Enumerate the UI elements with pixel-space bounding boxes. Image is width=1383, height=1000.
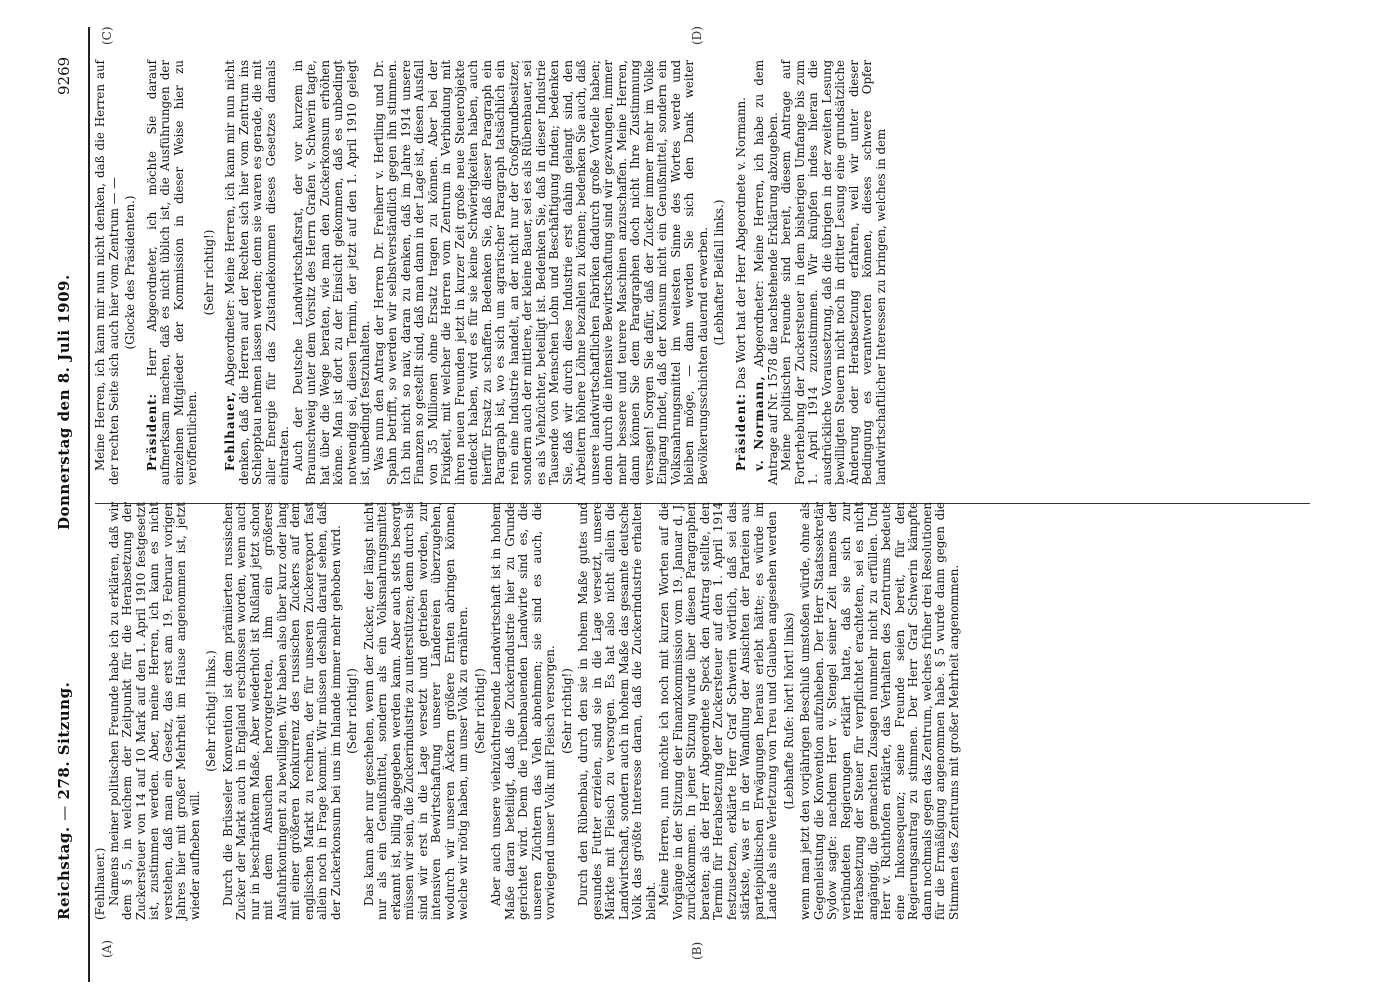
header-title: Reichstag. xyxy=(55,826,73,920)
header-left xyxy=(55,682,73,920)
paragraph: Meine politischen Freunde sind bereit, diesem Antrage auf Forterhebung der Zuckersteuer in dem bisherigen Umfange bis zum 1. April 1914 zuzustimmen. Wir knüpfen indes hieran die ausdrückliche Voraussetzung, daß die übrigen in der zweiten Lesung bewilligten Steuern nicht noch in dritter Lesung eine grundsätzliche Änderung oder Herabsetzung erfahren, weil wir unter dieser Bedingung es verantworten können, dieses schwere Opfer landwirtschaftlicher Interessen zu bringen, welches in dem xyxy=(779,60,888,485)
margin-marker-d: (D) xyxy=(690,26,704,45)
page-number: 9269 xyxy=(55,56,73,95)
speech-text: Abgeordneter: Meine Herren, ich kann mir nun nicht denken, daß die Herren auf der Rechten sich hier vom Zentrum ins Schlepptau nehmen lassen werden; denn sie waren es gerade, die mit aller Energie für das Zustandekommen dieses Gesetzes damals eintraten. xyxy=(223,59,291,485)
speech-text: Herr Abgeordneter, ich möchte Sie darauf aufmerksam machen, daß es nicht üblich ist, die Ausführungen der einzelnen Mitglieder der Kommission in dieser Weise hier zu veröffentlichen. xyxy=(144,60,199,485)
paragraph: wenn man jetzt den vorjährigen Beschluß umstoßen würde, ohne als Gegenleistung die Konvention aufzuheben. Der Herr Staatssekretär Sydow sagte: nachdem Herr v. Stengel seiner Zeit namens der verbündeten Regierungen erklärt hatte, daß sie sich zur Herabsetzung der Steuer für verpflichtet erachteten, sei es nicht angängig, die gemachten Zusagen nunmehr nicht zu erfüllen. Und Herr v. Richthofen erklärte, das Verhalten des Zentrums bedeute eine Inkonsequenz; seine Freunde seien bereit, für den Regierungsantrag zu stimmen. Der Herr Graf Schwerin kämpfte dann nochmals gegen das Zentrum, welches früher drei Resolutionen für die Ermäßigung angenommen habe. § 5 wurde dann gegen die Stimmen des Zentrums mit großer Mehrheit angenommen. xyxy=(798,502,961,920)
speech-text: Abgeordneter: Meine Herren, ich habe zu dem Antrage auf Nr. 1578 die nachstehende Erklärung abzugeben. xyxy=(752,59,780,485)
interjection: (Lebhafte Rufe: hört! hört! links) xyxy=(781,612,796,810)
right-column xyxy=(94,60,888,485)
interjection: (Glocke des Präsidenten.) xyxy=(123,195,137,350)
speaker-continuation: (Fehlhauer.) xyxy=(93,847,107,920)
interjection: (Sehr richtig! links.) xyxy=(204,650,218,772)
interjection: (Sehr richtig!) xyxy=(472,668,487,754)
paragraph: Namens meiner politischen Freunde habe ich zu erklären, daß wir dem § 5, in welchem der Zeitpunkt für die Herabsetzung der Zuckersteuer von 14 auf 10 Mark auf den 1. April 1910 festgesetzt ist, zustimmen werden. Aber, meine Herren, ich kann es nicht verstehen, daß man ein Gesetz, das erst am 19. Februar vorigen Jahres hier mit großer Mehrheit im Hause angenommen ist, jetzt wieder aufheben will. xyxy=(106,502,202,920)
header-session: 278. Sitzung. xyxy=(55,681,73,800)
header-rule xyxy=(88,27,90,982)
paragraph: Das kann aber nur geschehen, wenn der Zucker, der längst nicht nur als ein Genußmittel, sondern als ein Volksnahrungsmittel erkannt ist, billig abgegeben werden kann. Aber auch stets besorgt müssen wir sein, die Zuckerindustrie zu unterstützen; denn durch sie sind wir erst in die Lage versetzt und getrieben worden, zur intensiven Bewirtschaftung unserer Ländereien überzugehen, wodurch wir unseren Äckern größere Ernten abringen können, welche wir nötig haben, um unser Volk zu ernähren. xyxy=(361,502,470,920)
interjection: (Lebhafter Beifall links.) xyxy=(712,199,726,346)
header-separator: — xyxy=(55,805,73,821)
speech-text: Das Wort hat der Herr Abgeordnete v. Normann. xyxy=(733,97,748,390)
speaker-name: v. Normann, xyxy=(752,375,766,471)
interjection: (Sehr richtig!) xyxy=(201,229,216,316)
margin-marker-b: (B) xyxy=(690,941,704,960)
interjection: (Sehr richtig!) xyxy=(345,668,359,754)
header-date: Donnerstag den 8. Juli 1909. xyxy=(55,274,73,530)
paragraph xyxy=(224,60,292,485)
interjection: (Sehr richtig!) xyxy=(559,668,574,754)
speaker-name: Präsident: xyxy=(144,393,159,471)
paragraph xyxy=(753,60,780,485)
speaker-name: Fehlhauer, xyxy=(223,390,237,471)
paragraph: Aber auch unsere viehzüchtreibende Landwirtschaft ist in hohem Maße daran beteiligt, daß die Zuckerindustrie hier zu Grunde gerichtet wird. Denn die rübenbauenden Landwirte sind es, die unseren Züchtern das Vieh abnehmen; sie sind es auch, die vorwiegend unser Volk mit Fleisch versorgen. xyxy=(489,502,557,920)
margin-marker-a: (A) xyxy=(100,939,114,958)
paragraph xyxy=(146,60,200,485)
margin-marker-c: (C) xyxy=(100,26,114,45)
paragraph: Was nun den Antrag der Herren Dr. Freiherr v. Hertling und Dr. Spahn betrifft, so werden wir selbstverständlich gegen ihn stimmen. Ich bin nicht so naiv, daran zu denken, daß im Jahre 1914 unsere Finanzen so gestellt sind, daß man dann in der Lage ist, diesen Ausfall von 35 Millionen ohne Ersatz tragen zu können. Aber bei der Fixigkeit, mit welcher die Herren vom Zentrum in Verbindung mit ihren neuen Freunden jetzt in kurzer Zeit große neue Steuerobjekte entdeckt haben, wird es für sie keine Schwierigkeiten haben, auch hierfür Ersatz zu schaffen. Bedenken Sie, daß dieser Paragraph ein Paragraph ist, wo es sich um agrarischer Paragraph tatsächlich ein rein eine Industrie handelt, an der nicht nur der Großgrundbesitzer, sondern auch der mittlere, der kleine Bauer, sei es als Rübenbauer, sei es als Viehzüchter, beteiligt ist. Bedenken Sie, daß in dieser Industrie Tausende von Menschen Lohn und Beschäftigung finden; bedenken Sie, daß wir durch diese Industrie erst dahin gelangt sind, den Arbeitern höhere Löhne bezahlen zu können; bedenken Sie auch, daß unsere landwirtschaftlichen Fabriken dadurch große Vorteile haben; denn durch die intensive Bewirtschaftung sind wir gezwungen, immer mehr bessere und teurere Maschinen anzuschaffen. Meine Herren, dann können Sie dem Paragraphen doch nicht Ihre Zustimmung versagen! Sorgen Sie dafür, daß der Zucker immer mehr im Volke Eingang findet, daß der Konsum nicht ein Genußmittel, sondern ein Volksnahrungsmittel im weitesten Sinne des Wortes werde und bleiben möge, — dann werden Sie sich den Dank weiter Bevölkerungsschichten dauernd erwerben. xyxy=(371,60,710,485)
paragraph: Meine Herren, ich kann mir nun nicht denken, daß die Herren auf der rechten Seite sich auch hier vom Zentrum — — xyxy=(93,60,121,485)
paragraph: Durch den Rübenbau, durch den sie in hohem Maße gutes und gesundes Futter erzielen, sind sie in die Lage versetzt, unsere Märkte mit Fleisch zu versorgen. Es hat also nicht allein die Landwirtschaft, sondern auch in hohem Maße das gesamte deutsche Volk das größte Interesse daran, daß die Zuckerindustrie erhalten bleibt. xyxy=(576,502,658,920)
paragraph: Durch die Brüsseler Konvention ist dem prämiierten russischen Zucker der Markt auch in England erschlossen worden, wenn auch nur in beschränktem Maße. Aber wiederholt ist Rußland jetzt schon mit dem Ansuchen hervorgetreten, ihm ein größeres Ausfuhrkontingent zu bewilligen. Wir haben also über kurz oder lang mit einer größeren Konkurrenz des russischen Zuckers auf dem englischen Markt zu rechnen, der für unseren Zuckerexport fast allein noch in Frage kommt. Wir müssen deshalb darauf sehen, daß der Zuckerkonsum bei uns im Inlande immer mehr gehoben wird. xyxy=(220,502,343,920)
paragraph xyxy=(735,60,749,485)
paragraph: Auch der Deutsche Landwirtschaftsrat, der vor kurzem in Braunschweig unter dem Vorsitz des Herrn Grafen v. Schwerin tagte, hat über die Wege beraten, wie man den Zuckerkonsum erhöhen könne. Man ist dort zu der Einsicht gekommen, daß es unbedingt notwendig sei, diesen Termin, der jetzt auf den 1. April 1910 gelegt ist, unbedingt festzuhalten. xyxy=(290,60,372,485)
speaker-name: Präsident: xyxy=(733,393,748,471)
paragraph: Meine Herren, nun möchte ich noch mit kurzen Worten auf die Vorgänge in der Sitzung der Finanzkommission vom 19. Januar d. J. zurückkommen. In jener Sitzung wurde über diesen Paragraphen beraten; als der Herr Abgeordnete Speck den Antrag stellte, den Termin für Herabsetzung der Zuckersteuer auf den 1. April 1914 festzusetzen, erklärte Herr Graf Schwerin wörtlich, daß sei das stärkste, was er in der Wandlung der Ansichten der Parteien aus parteipolitischen Erwägungen heraus erlebt hätte; es würde im Lande als eine Verletzung von Treu und Glauben angesehen werden xyxy=(657,502,779,920)
left-column xyxy=(94,502,961,920)
